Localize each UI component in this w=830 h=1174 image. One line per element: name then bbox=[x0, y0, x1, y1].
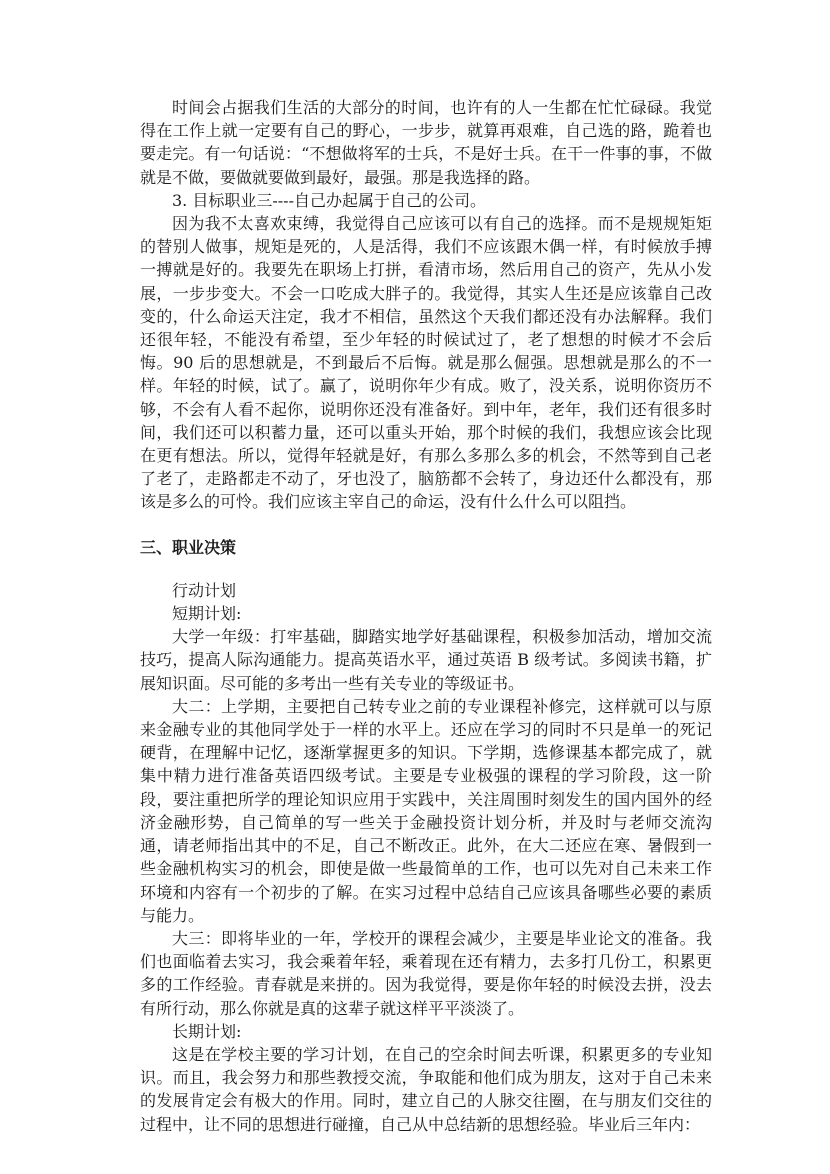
paragraph-short-term-label: 短期计划: bbox=[172, 604, 242, 624]
paragraph-action-plan: 行动计划 bbox=[172, 580, 237, 600]
paragraph-year-two: 大二：上学期，主要把自己转专业之前的专业课程补修完，这样就可以与原来金融专业的其他同学处于一样的水平上。还应在学习的同时不只是单一的死记硬背，在理解中记忆，逐渐掌握更多的知识。下学期，选修课基本都完成了，就集中精力进行准备英语四级考试。主要是专业极强的课程的学习阶段，这一阶段，要注重把所学的理论知识应用于实践中，关注周围时刻发生的国内国外的经济金融形势，自己简单的写一些关于金融投资计划分析，并及时与老师交流沟通，请老师指出其中的不足，自己不断改正。此外，在大二还应在寒、暑假到一些金融机构实习的机会，即使是做一些最简单的工作，也可以先对自己未来工作环境和内容有一个初步的了解。在实习过程中总结自己应该具备哪些必要的素质与能力。 bbox=[140, 696, 712, 925]
paragraph-long-term-label: 长期计划: bbox=[172, 1021, 242, 1041]
paragraph-long-term: 这是在学校主要的学习计划，在自己的空余时间去听课，积累更多的专业知识。而且，我会努力和那些教授交流，争取能和他们成为朋友，这对于自己未来的发展肯定会有极大的作用。同时，建立自己的人脉交往圈，在与朋友们交往的过程中，让不同的思想进行碰撞，自己从中总结新的思想经验。毕业后三年内： bbox=[140, 1044, 712, 1134]
paragraph-goal-three: 3. 目标职业三----自己办起属于自己的公司。 bbox=[172, 190, 486, 210]
document-body bbox=[140, 96, 712, 1136]
paragraph-own-company: 因为我不太喜欢束缚，我觉得自己应该可以有自己的选择。而不是规规矩矩的替别人做事，规矩是死的，人是活得，我们不应该跟木偶一样，有时候放手搏一搏就是好的。我要先在职场上打拼，看清市场，然后用自己的资产，先从小发展，一步步变大。不会一口吃成大胖子的。我觉得，其实人生还是应该靠自己改变的，什么命运天注定，我才不相信，虽然这个天我们都还没有办法解释。我们还很年轻，不能没有希望，至少年轻的时候试过了，老了想想的时候才不会后悔。90 后的思想就是，不到最后不后悔。就是那么倔强。思想就是那么的不一样。年轻的时候，试了。赢了，说明你年少有成。败了，没关系，说明你资历不够，不会有人看不起你，说明你还没有准备好。到中年，老年，我们还有很多时间，我们还可以积蓄力量，还可以重头开始，那个时候的我们，我想应该会比现在更有想法。所以，觉得年轻就是好，有那么多那么多的机会，不然等到自己老了老了，走路都走不动了，牙也没了，脑筋都不会转了，身边还什么都没有，那该是多么的可怜。我们应该主宰自己的命运，没有什么什么可以阻挡。 bbox=[140, 214, 712, 512]
section-heading: 三、职业决策 bbox=[140, 537, 237, 557]
paragraph-year-three: 大三：即将毕业的一年，学校开的课程会减少，主要是毕业论文的准备。我们也面临着去实习，我会乘着年轻，乘着现在还有精力，去多打几份工，积累更多的工作经验。青春就是来拼的。因为我觉得，要是你年轻的时候没去拼，没去有所行动，那么你就是真的这辈子就这样平平淡淡了。 bbox=[140, 928, 712, 1018]
paragraph-time: 时间会占据我们生活的大部分的时间，也许有的人一生都在忙忙碌碌。我觉得在工作上就一定要有自己的野心，一步步，就算再艰难，自己选的路，跪着也要走完。有一句话说：“不想做将军的士兵，不是好士兵。在干一件事的事，不做就是不做，要做就要做到最好，最强。那是我选择的路。 bbox=[140, 98, 712, 187]
paragraph-year-one: 大学一年级：打牢基础，脚踏实地学好基础课程，积极参加活动，增加交流技巧，提高人际沟通能力。提高英语水平，通过英语 B 级考试。多阅读书籍，扩展知识面。尽可能的多考出一些有关专业的等级证书。 bbox=[140, 627, 712, 693]
